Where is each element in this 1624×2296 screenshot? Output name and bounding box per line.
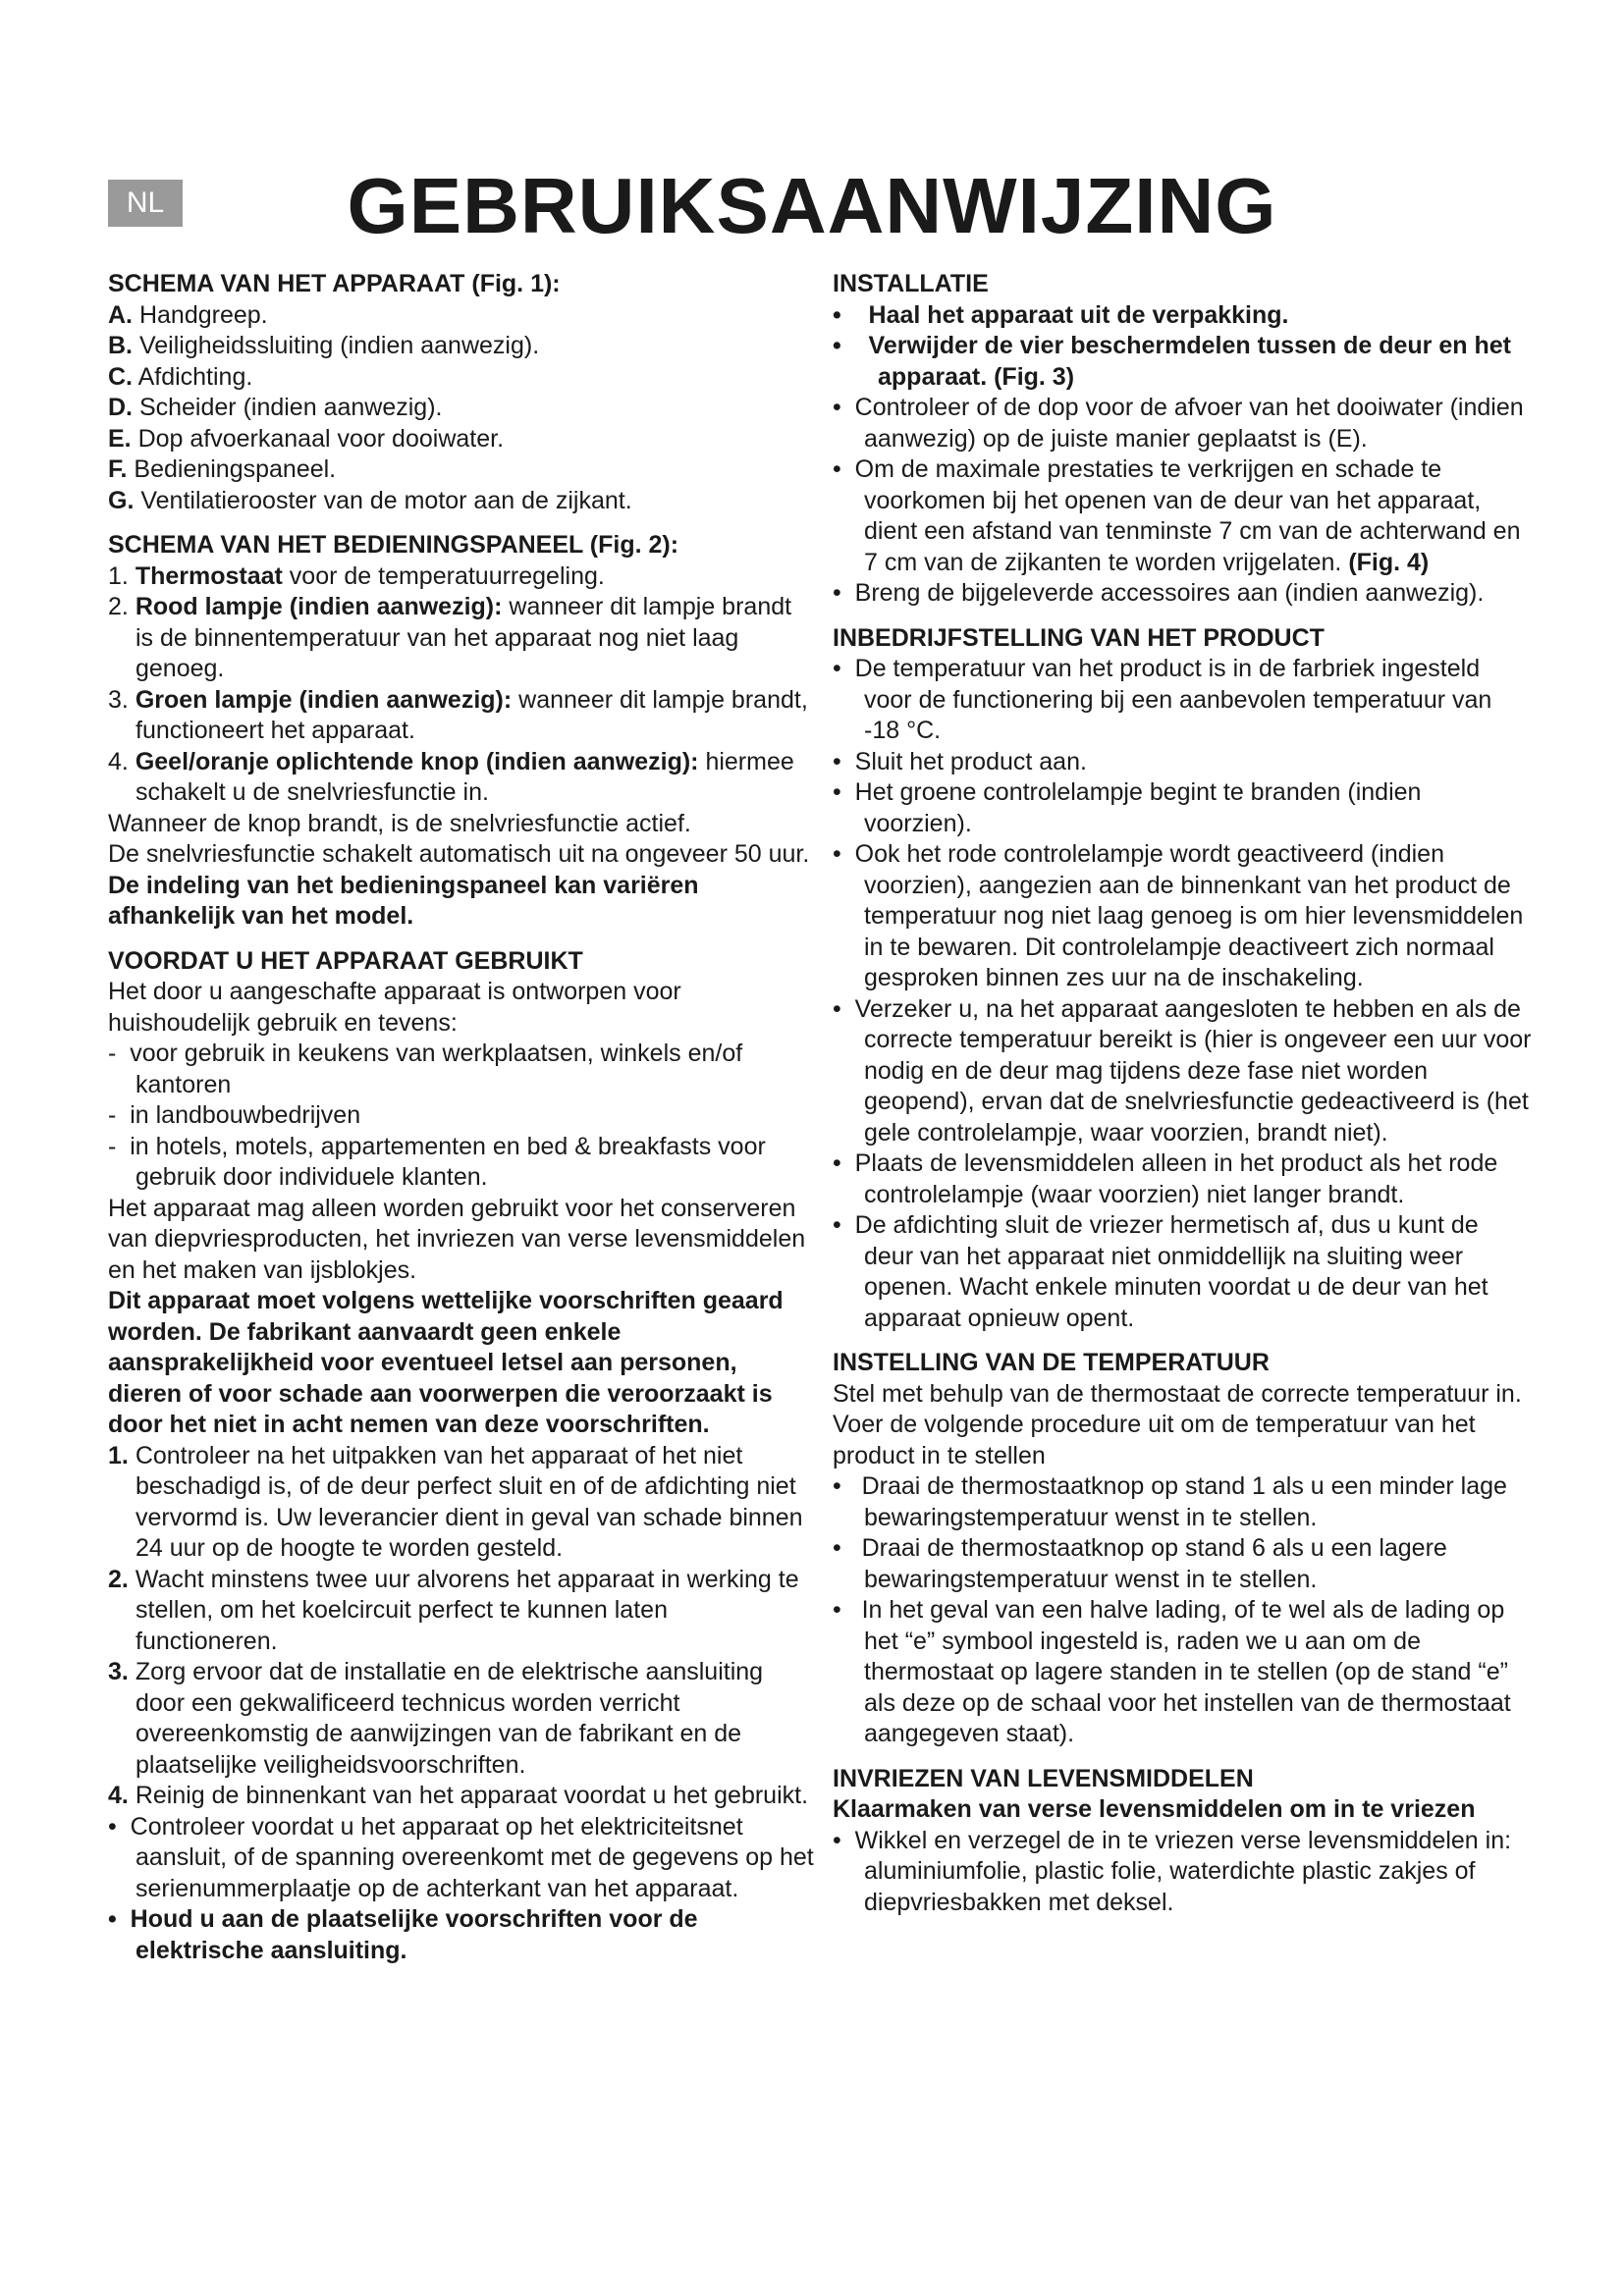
- step-item: 4. Reinig de binnenkant van het apparaat voordat u het gebruikt.: [108, 1782, 809, 1809]
- dash-item: - in hotels, motels, appartementen en bed & breakfasts voor gebruik door individuele klanten.: [108, 1132, 766, 1191]
- schema-item: C. Afdichting.: [108, 362, 253, 391]
- dash-item: - voor gebruik in keukens van werkplaatsen, winkels en/of kantoren: [108, 1040, 743, 1098]
- temperature-heading: INSTELLING VAN DE TEMPERATUUR: [833, 1349, 1270, 1376]
- temperature-bullet: • Draai de thermostaatknop op stand 6 als u een lagere bewaringstemperatuur wenst in te stellen.: [833, 1534, 1447, 1593]
- panel-note: De indeling van het bedieningspaneel kan variëren afhankelijk van het model.: [108, 871, 699, 930]
- page-header: [0, 157, 1624, 255]
- schema-item: G. Ventilatierooster van de motor aan de zijkant.: [108, 486, 632, 514]
- schema-item: A. Handgreep.: [108, 300, 268, 329]
- left-column: [108, 269, 815, 1966]
- panel-paragraph: Wanneer de knop brandt, is de snelvriesfunctie actief.: [108, 809, 691, 837]
- page-title: GEBRUIKSAANWIJZING: [347, 162, 1277, 249]
- step-item: 3. Zorg ervoor dat de installatie en de elektrische aansluiting door een gekwalificeerd technicus worden verricht overeenkomstig de aanwijzingen van de fabrikant en de plaatselijke veiligheidsvoorschriften.: [108, 1658, 764, 1779]
- temperature-bullet: • In het geval van een halve lading, of te wel als de lading op het “e” symbool ingesteld is, raden we u aan om de thermostaat op lagere standen in te stellen (op de stand “e” als deze op de schaal voor het instellen van de thermostaat aangegeven staat).: [833, 1596, 1511, 1747]
- install-bullet: • Controleer of de dop voor de afvoer van het dooiwater (indien aanwezig) op de juiste manier geplaatst is (E).: [833, 394, 1524, 453]
- startup-bullet: • De temperatuur van het product is in de farbriek ingesteld voor de functionering bij een aanbevolen temperatuur van -18 °C.: [833, 655, 1492, 744]
- schema-item: B. Veiligheidssluiting (indien aanwezig).: [108, 332, 540, 359]
- schema-item: D. Scheider (indien aanwezig).: [108, 394, 443, 421]
- startup-bullet: • Plaats de levensmiddelen alleen in het product als het rode controlelampje (waar voorzien) niet langer brandt.: [833, 1149, 1498, 1208]
- freezing-heading: INVRIEZEN VAN LEVENSMIDDELEN: [833, 1764, 1254, 1792]
- install-bullet: • Om de maximale prestaties te verkrijgen en schade te voorkomen bij het openen van de deur van het apparaat, dient een afstand van tenminste 7 cm van de achterwand en 7 cm van de zijkanten te worden vrijgelaten. (Fig. 4): [833, 455, 1521, 576]
- freezing-subheading: Klaarmaken van verse levensmiddelen om in te vriezen: [833, 1795, 1476, 1823]
- schema-item: F. Bedieningspaneel.: [108, 455, 337, 483]
- temperature-bullet: • Draai de thermostaatknop op stand 1 als u een minder lage bewaringstemperatuur wenst in te stellen.: [833, 1472, 1507, 1531]
- bullet-item: • Controleer voordat u het apparaat op het elektriciteitsnet aansluit, of de spanning overeenkomt met de gegevens op het serienummerplaatje op de achterkant van het apparaat.: [108, 1812, 814, 1902]
- startup-bullet: • Ook het rode controlelampje wordt geactiveerd (indien voorzien), aangezien aan de binnenkant van het product de temperatuur nog niet laag genoeg is om hier levensmiddelen in te bewaren. Dit controlelampje deactiveert zich normaal gesproken binnen zes uur na de inschakeling.: [833, 840, 1524, 991]
- step-item: 2. Wacht minstens twee uur alvorens het apparaat in werking te stellen, om het koelcircuit perfect te kunnen laten functioneren.: [108, 1565, 799, 1655]
- temperature-intro: Stel met behulp van de thermostaat de correcte temperatuur in. Voer de volgende procedure uit om de temperatuur van het product in te stellen: [833, 1379, 1522, 1469]
- panel-paragraph: De snelvriesfunctie schakelt automatisch uit na ongeveer 50 uur.: [108, 840, 810, 868]
- before-intro: Het door u aangeschafte apparaat is ontworpen voor huishoudelijk gebruik en tevens:: [108, 978, 681, 1037]
- install-heading: INSTALLATIE: [833, 270, 989, 297]
- freezing-bullet: • Wikkel en verzegel de in te vriezen verse levensmiddelen in: aluminiumfolie, plastic folie, waterdichte plastic zakjes of diepvriesbakken met deksel.: [833, 1826, 1512, 1916]
- startup-bullet: • Het groene controlelampje begint te branden (indien voorzien).: [833, 778, 1422, 837]
- grounding-warning: Dit apparaat moet volgens wettelijke voorschriften geaard worden. De fabrikant aanvaardt geen enkele aansprakelijkheid voor eventueel letsel aan personen, dieren of voor schade aan voorwerpen die veroorzaakt is door het niet in acht nemen van deze voorschriften.: [108, 1287, 784, 1438]
- panel-item: 4. Geel/oranje oplichtende knop (indien aanwezig): hiermee schakelt u de snelvriesfunctie in.: [108, 747, 794, 806]
- schema-item: E. Dop afvoerkanaal voor dooiwater.: [108, 424, 505, 453]
- panel-item: 1. Thermostaat voor de temperatuurregeling.: [108, 561, 605, 590]
- dash-item: - in landbouwbedrijven: [108, 1101, 361, 1129]
- before-paragraph: Het apparaat mag alleen worden gebruikt voor het conserveren van diepvriesproducten, het invriezen van verse levensmiddelen en het maken van ijsblokjes.: [108, 1194, 806, 1284]
- step-item: 1. Controleer na het uitpakken van het apparaat of het niet beschadigd is, of de deur perfect sluit en of de afdichting niet vervormd is. Uw leverancier dient in geval van schade binnen 24 uur op de hoogte te worden gesteld.: [108, 1441, 803, 1562]
- language-badge: NL: [108, 180, 183, 227]
- install-bullet: • Breng de bijgeleverde accessoires aan (indien aanwezig).: [833, 579, 1485, 607]
- startup-bullet: • De afdichting sluit de vriezer hermetisch af, dus u kunt de deur van het apparaat niet onmiddellijk na sluiting weer openen. Wacht enkele minuten voordat u de deur van het apparaat opnieuw opent.: [833, 1211, 1489, 1332]
- panel-list: [108, 561, 815, 809]
- install-bullet: • Verwijder de vier beschermdelen tussen de deur en het apparaat. (Fig. 3): [833, 332, 1511, 391]
- startup-bullet: • Sluit het product aan.: [833, 747, 1087, 775]
- panel-heading: SCHEMA VAN HET BEDIENINGSPANEEL (Fig. 2):: [108, 531, 679, 559]
- install-bullet: • Haal het apparaat uit de verpakking.: [833, 300, 1289, 329]
- schema-list: [108, 300, 815, 517]
- startup-bullet: • Verzeker u, na het apparaat aangesloten te hebben en als de correcte temperatuur bereikt is (hier is ongeveer een uur voor nodig en de deur mag tijdens deze fase niet worden geopend), ervan dat de snelvriesfunctie gedeactiveerd is (het gele controlelampje, waar voorzien, brandt niet).: [833, 994, 1532, 1147]
- schema-heading: SCHEMA VAN HET APPARAAT (Fig. 1):: [108, 270, 561, 297]
- panel-item: 2. Rood lampje (indien aanwezig): wanneer dit lampje brandt is de binnentemperatuur van het apparaat nog niet laag genoeg.: [108, 593, 792, 682]
- before-heading: VOORDAT U HET APPARAAT GEBRUIKT: [108, 946, 583, 975]
- startup-heading: INBEDRIJFSTELLING VAN HET PRODUCT: [833, 623, 1325, 652]
- bullet-item: • Houd u aan de plaatselijke voorschriften voor de elektrische aansluiting.: [108, 1905, 698, 1964]
- right-column: [833, 269, 1532, 1918]
- panel-item: 3. Groen lampje (indien aanwezig): wanneer dit lampje brandt, functioneert het apparaat.: [108, 685, 808, 744]
